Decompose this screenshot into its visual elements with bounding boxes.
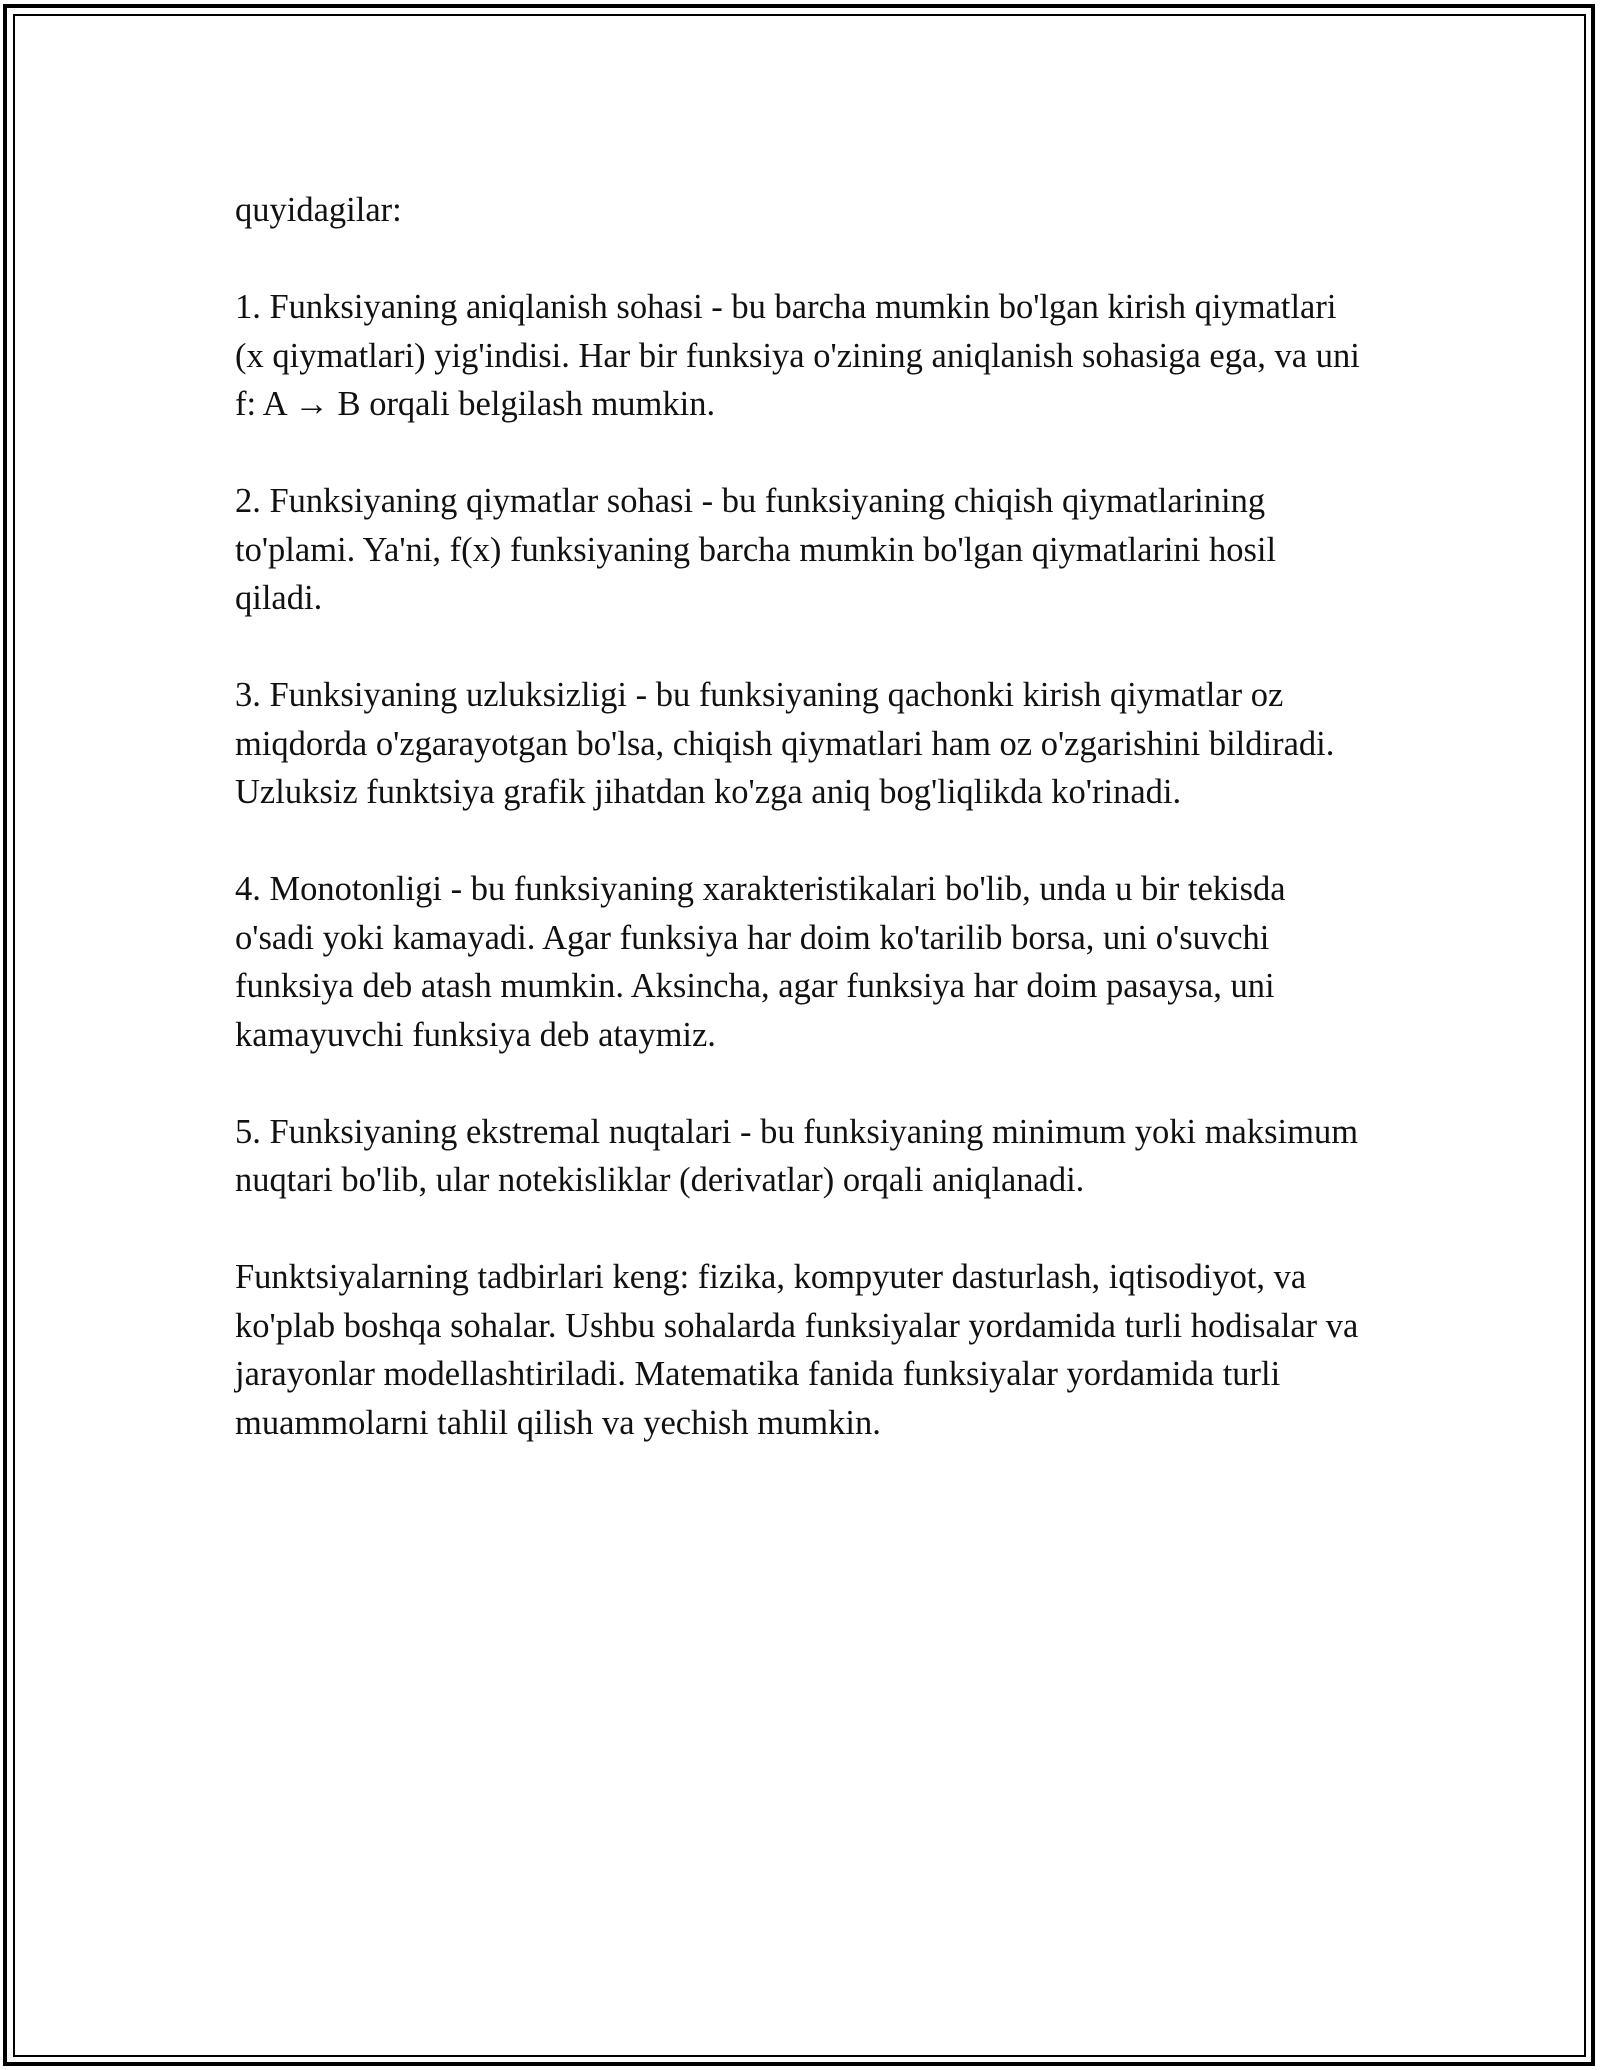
paragraph-applications: Funktsiyalarning tadbirlari keng: fizika, kompyuter dasturlash, iqtisodiyot, va ko'plab boshqa sohalar. Ushbu sohalarda funksiyalar yordamida turli hodisalar va jarayonlar modellashtiriladi. Matematika fanida funksiyalar yordamida turli muammolarni tahlil qilish va yechish mumkin.	[235, 1258, 1359, 1442]
paragraph-continuity: 3. Funksiyaning uzluksizligi - bu funksiyaning qachonki kirish qiymatlar oz miqdorda o'zgarayotgan bo'lsa, chiqish qiymatlari ham oz o'zgarishini bildiradi. Uzluksiz funktsiya grafik jihatdan ko'zga aniq bog'liqlikda ko'rinadi.	[235, 676, 1335, 811]
paragraph-range: 2. Funksiyaning qiymatlar sohasi - bu funksiyaning chiqish qiymatlarining to'plami. Ya'ni, f(x) funksiyaning barcha mumkin bo'lgan qiymatlarini hosil qiladi.	[235, 482, 1277, 617]
paragraph-domain: 1. Funksiyaning aniqlanish sohasi - bu barcha mumkin bo'lgan kirish qiymatlari (x qiymatlari) yig'indisi. Har bir funksiya o'zining aniqlanish sohasiga ega, va uni f: A → B orqali belgilash mumkin.	[235, 288, 1360, 423]
paragraph-monotonicity: 4. Monotonligi - bu funksiyaning xarakteristikalari bo'lib, unda u bir tekisda o'sadi yoki kamayadi. Agar funksiya har doim ko'tarilib borsa, uni o'suvchi funksiya deb atash mumkin. Aksincha, agar funksiya har doim pasaysa, uni kamayuvchi funksiya deb ataymiz.	[235, 870, 1286, 1054]
intro-line: quyidagilar:	[235, 191, 402, 229]
document-body	[235, 186, 1370, 1447]
paragraph-extremum: 5. Funksiyaning ekstremal nuqtalari - bu funksiyaning minimum yoki maksimum nuqtari bo'lib, ular notekisliklar (derivatlar) orqali aniqlanadi.	[235, 1112, 1359, 1199]
